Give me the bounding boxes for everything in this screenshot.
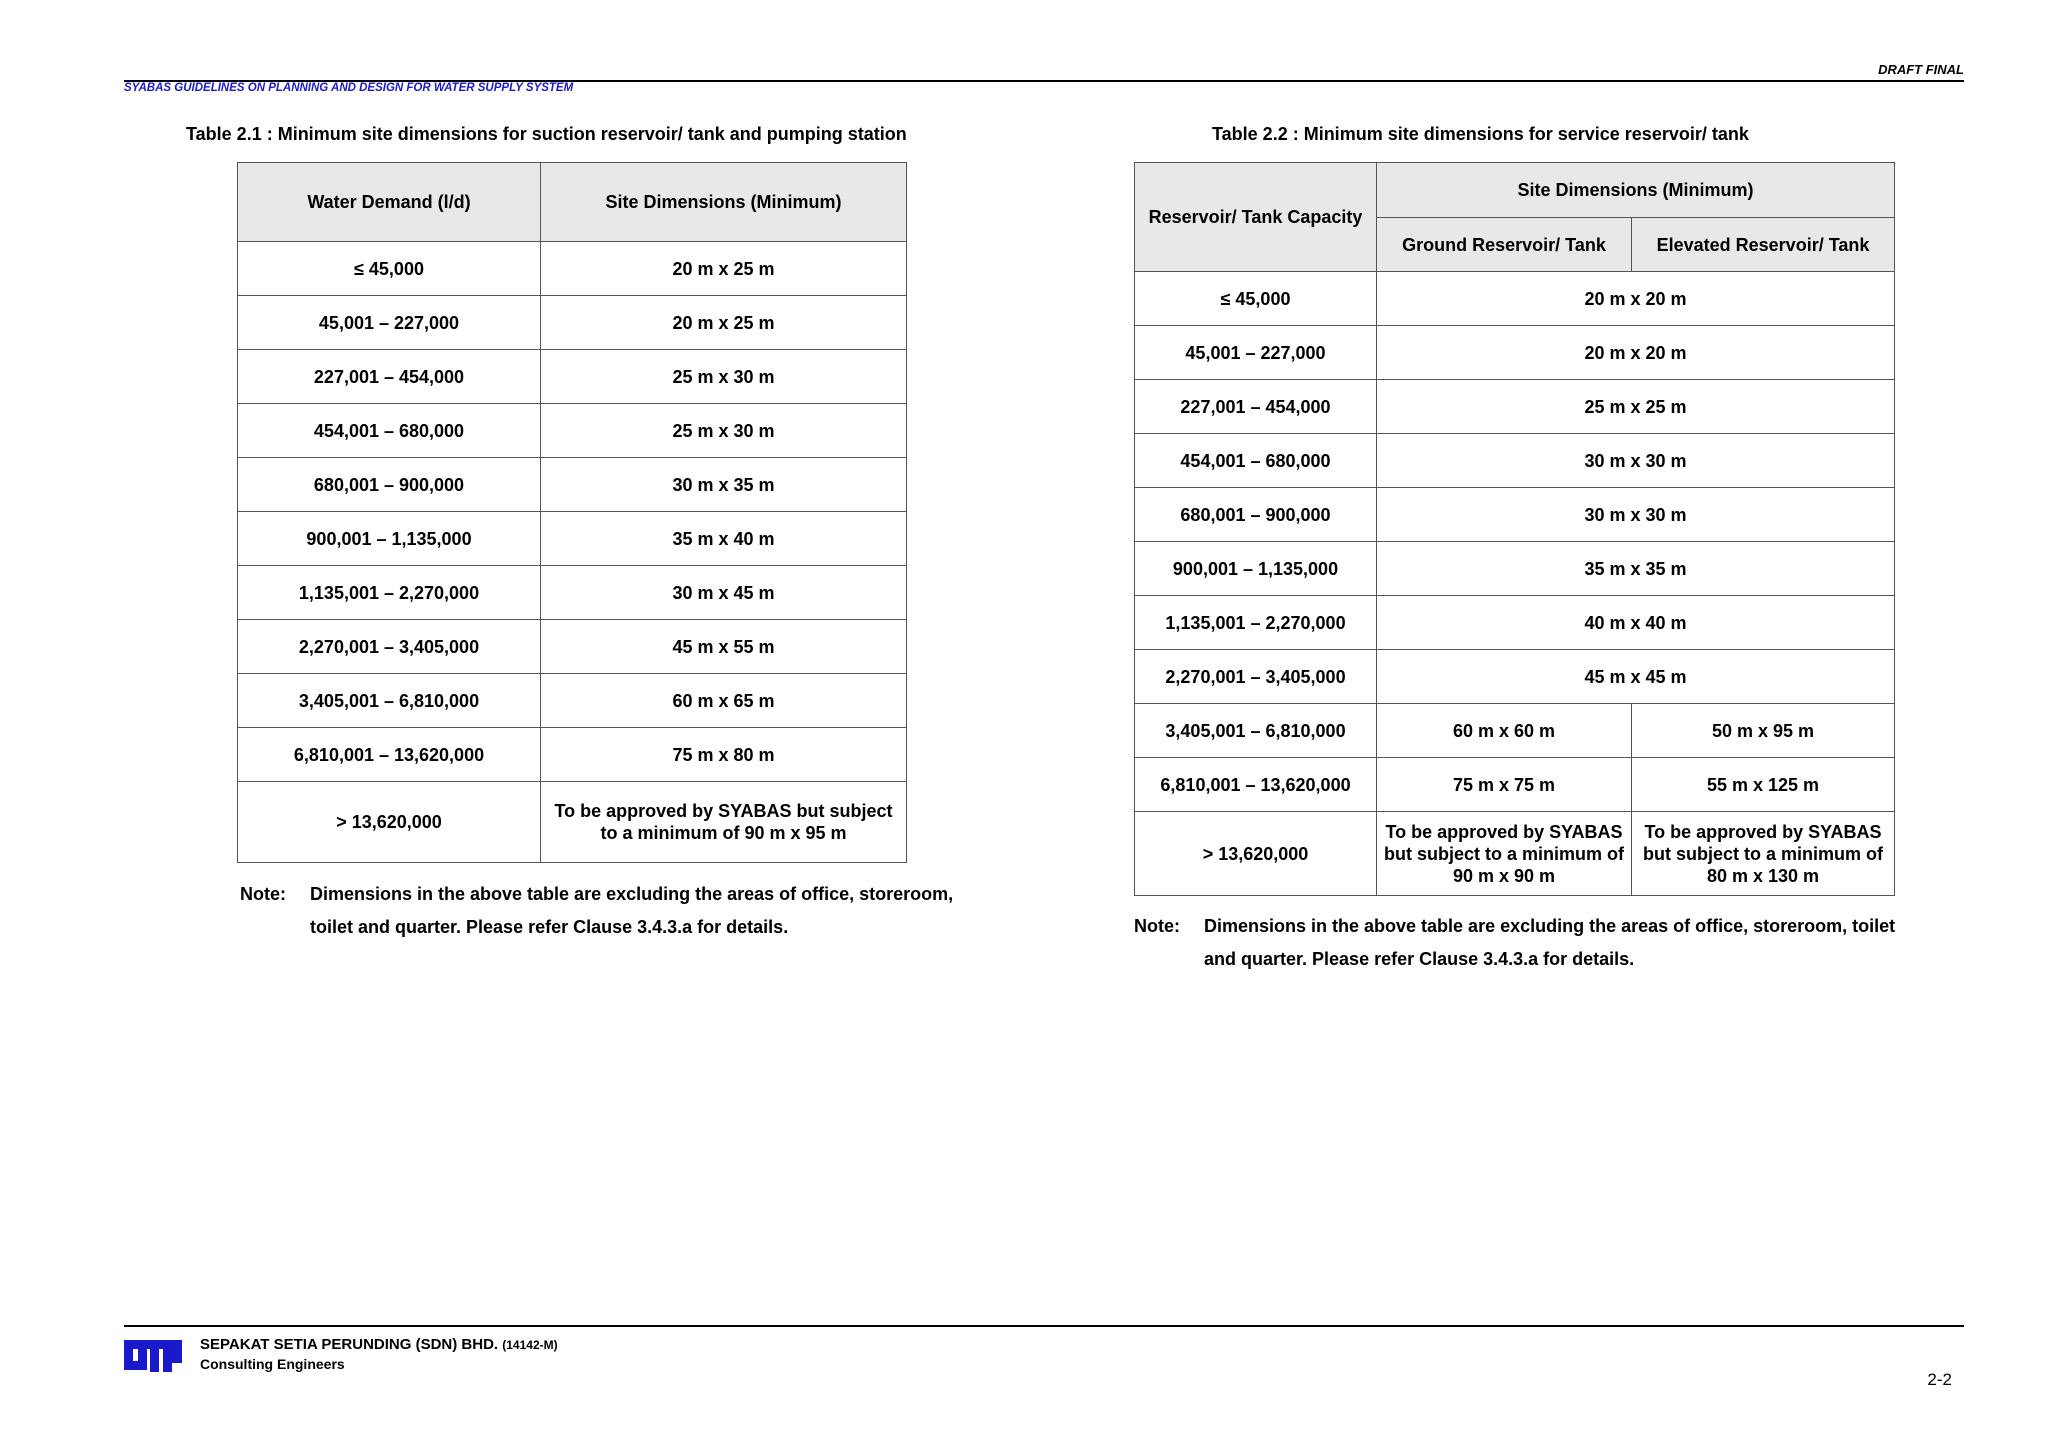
site-dimension-cell: 25 m x 25 m bbox=[1377, 380, 1895, 434]
water-demand-cell: 2,270,001 – 3,405,000 bbox=[238, 620, 541, 674]
table2-body bbox=[1135, 272, 1895, 896]
capacity-cell: 1,135,001 – 2,270,000 bbox=[1135, 596, 1377, 650]
table-row bbox=[238, 458, 907, 512]
table-row bbox=[238, 350, 907, 404]
site-dimension-cell: 30 m x 30 m bbox=[1377, 434, 1895, 488]
table1 bbox=[237, 162, 907, 863]
capacity-cell: 680,001 – 900,000 bbox=[1135, 488, 1377, 542]
table-row bbox=[1135, 434, 1895, 488]
site-dimension-cell: 20 m x 25 m bbox=[541, 242, 907, 296]
water-demand-cell: 6,810,001 – 13,620,000 bbox=[238, 728, 541, 782]
ground-dimension-cell: To be approved by SYABAS but subject to a minimum of 90 m x 90 m bbox=[1377, 812, 1632, 896]
site-dimension-cell: 25 m x 30 m bbox=[541, 350, 907, 404]
water-demand-cell: 3,405,001 – 6,810,000 bbox=[238, 674, 541, 728]
table2-header-elevated: Elevated Reservoir/ Tank bbox=[1632, 218, 1895, 272]
table-row bbox=[238, 782, 907, 863]
table1-note-line1: Dimensions in the above table are excluding the areas of office, storeroom, bbox=[310, 884, 954, 904]
capacity-cell: 45,001 – 227,000 bbox=[1135, 326, 1377, 380]
site-dimension-cell: 20 m x 20 m bbox=[1377, 272, 1895, 326]
table1-note-label: Note: bbox=[240, 884, 286, 904]
site-dimension-cell: 45 m x 55 m bbox=[541, 620, 907, 674]
footer-rule bbox=[124, 1325, 1964, 1327]
table-row bbox=[1135, 380, 1895, 434]
water-demand-cell: 45,001 – 227,000 bbox=[238, 296, 541, 350]
site-dimension-cell: 60 m x 65 m bbox=[541, 674, 907, 728]
table-row bbox=[1135, 272, 1895, 326]
capacity-cell: 227,001 – 454,000 bbox=[1135, 380, 1377, 434]
capacity-cell: ≤ 45,000 bbox=[1135, 272, 1377, 326]
capacity-cell: 900,001 – 1,135,000 bbox=[1135, 542, 1377, 596]
site-dimension-cell: 30 m x 45 m bbox=[541, 566, 907, 620]
table2-note bbox=[1134, 910, 1964, 976]
water-demand-cell: > 13,620,000 bbox=[238, 782, 541, 863]
site-dimension-cell: 40 m x 40 m bbox=[1377, 596, 1895, 650]
table-row bbox=[238, 728, 907, 782]
document-title: SYABAS GUIDELINES ON PLANNING AND DESIGN FOR WATER SUPPLY SYSTEM bbox=[124, 82, 574, 94]
ground-dimension-cell: 60 m x 60 m bbox=[1377, 704, 1632, 758]
table1-header-demand: Water Demand (l/d) bbox=[238, 163, 541, 242]
company-registration: (14142-M) bbox=[502, 1338, 558, 1352]
elevated-dimension-cell: To be approved by SYABAS but subject to a minimum of 80 m x 130 m bbox=[1632, 812, 1895, 896]
table1-note-line2: toilet and quarter. Please refer Clause 3.4.3.a for details. bbox=[310, 917, 789, 937]
site-dimension-cell: 30 m x 30 m bbox=[1377, 488, 1895, 542]
elevated-dimension-cell: 55 m x 125 m bbox=[1632, 758, 1895, 812]
site-dimension-cell: 45 m x 45 m bbox=[1377, 650, 1895, 704]
water-demand-cell: ≤ 45,000 bbox=[238, 242, 541, 296]
company-name: SEPAKAT SETIA PERUNDING (SDN) BHD. bbox=[200, 1336, 499, 1353]
table2-note-label: Note: bbox=[1134, 916, 1180, 936]
site-dimension-cell: 20 m x 25 m bbox=[541, 296, 907, 350]
company-logo-icon bbox=[124, 1338, 184, 1374]
site-dimension-cell: 75 m x 80 m bbox=[541, 728, 907, 782]
table2-header-ground: Ground Reservoir/ Tank bbox=[1377, 218, 1632, 272]
capacity-cell: 2,270,001 – 3,405,000 bbox=[1135, 650, 1377, 704]
page-number: 2-2 bbox=[1927, 1370, 1952, 1389]
water-demand-cell: 227,001 – 454,000 bbox=[238, 350, 541, 404]
capacity-cell: 454,001 – 680,000 bbox=[1135, 434, 1377, 488]
table1-body bbox=[238, 242, 907, 863]
site-dimension-cell: 35 m x 35 m bbox=[1377, 542, 1895, 596]
table-row bbox=[238, 620, 907, 674]
capacity-cell: 3,405,001 – 6,810,000 bbox=[1135, 704, 1377, 758]
site-dimension-cell: To be approved by SYABAS but subject to a minimum of 90 m x 95 m bbox=[541, 782, 907, 863]
table2-header-row1 bbox=[1135, 163, 1895, 218]
table-row bbox=[238, 512, 907, 566]
table-row bbox=[1135, 596, 1895, 650]
table-row bbox=[1135, 812, 1895, 896]
table2-note-line2: and quarter. Please refer Clause 3.4.3.a for details. bbox=[1204, 949, 1635, 969]
table2 bbox=[1134, 162, 1895, 896]
table-row bbox=[238, 404, 907, 458]
table-row bbox=[238, 296, 907, 350]
water-demand-cell: 900,001 – 1,135,000 bbox=[238, 512, 541, 566]
site-dimension-cell: 30 m x 35 m bbox=[541, 458, 907, 512]
table1-note bbox=[240, 878, 1040, 944]
table2-note-line1: Dimensions in the above table are excluding the areas of office, storeroom, toilet bbox=[1204, 916, 1896, 936]
water-demand-cell: 454,001 – 680,000 bbox=[238, 404, 541, 458]
water-demand-cell: 680,001 – 900,000 bbox=[238, 458, 541, 512]
site-dimension-cell: 20 m x 20 m bbox=[1377, 326, 1895, 380]
table-row bbox=[1135, 326, 1895, 380]
table-row bbox=[1135, 704, 1895, 758]
table2-header-site-dimensions: Site Dimensions (Minimum) bbox=[1377, 163, 1895, 218]
table1-header-row bbox=[238, 163, 907, 242]
table-row bbox=[1135, 758, 1895, 812]
table-row bbox=[238, 242, 907, 296]
draft-final-label: DRAFT FINAL bbox=[1878, 62, 1964, 77]
table-row bbox=[1135, 542, 1895, 596]
table-row bbox=[1135, 650, 1895, 704]
table2-header-capacity: Reservoir/ Tank Capacity bbox=[1135, 163, 1377, 272]
site-dimension-cell: 35 m x 40 m bbox=[541, 512, 907, 566]
table1-caption: Table 2.1 : Minimum site dimensions for suction reservoir/ tank and pumping station bbox=[186, 124, 907, 144]
site-dimension-cell: 25 m x 30 m bbox=[541, 404, 907, 458]
company-name-line bbox=[200, 1336, 558, 1353]
company-subtitle: Consulting Engineers bbox=[200, 1356, 345, 1372]
water-demand-cell: 1,135,001 – 2,270,000 bbox=[238, 566, 541, 620]
table-row bbox=[1135, 488, 1895, 542]
capacity-cell: > 13,620,000 bbox=[1135, 812, 1377, 896]
table-row bbox=[238, 674, 907, 728]
ground-dimension-cell: 75 m x 75 m bbox=[1377, 758, 1632, 812]
table2-caption: Table 2.2 : Minimum site dimensions for service reservoir/ tank bbox=[1212, 124, 1749, 144]
table1-header-dimensions: Site Dimensions (Minimum) bbox=[541, 163, 907, 242]
elevated-dimension-cell: 50 m x 95 m bbox=[1632, 704, 1895, 758]
capacity-cell: 6,810,001 – 13,620,000 bbox=[1135, 758, 1377, 812]
table-row bbox=[238, 566, 907, 620]
